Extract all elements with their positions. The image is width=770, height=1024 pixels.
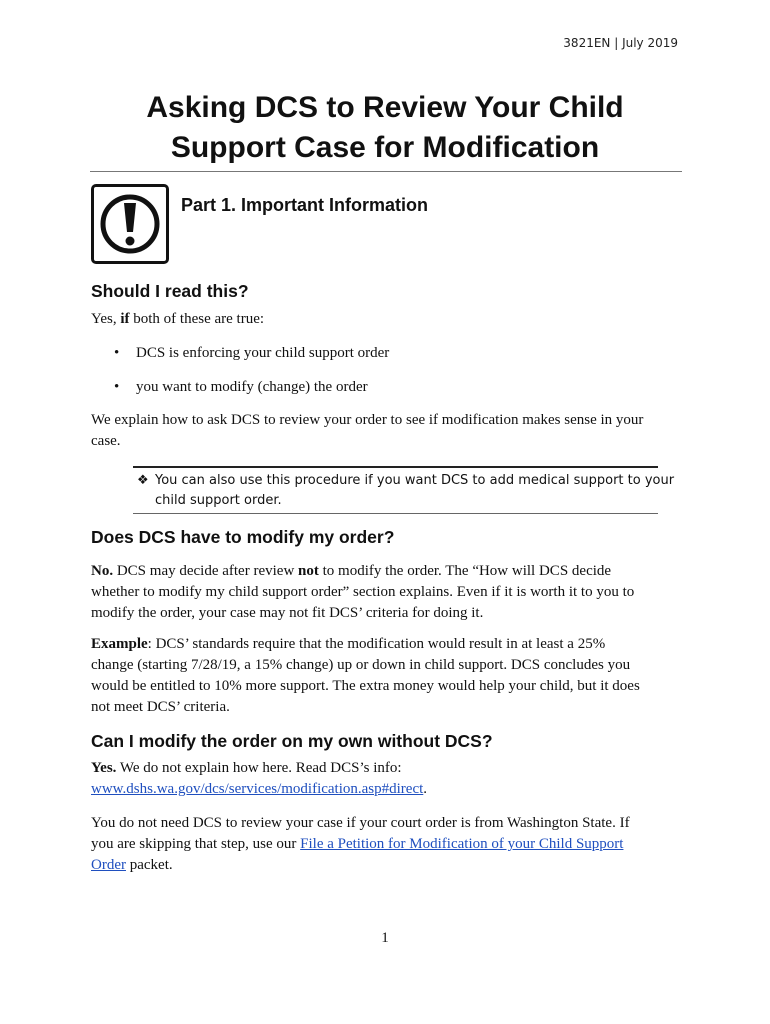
have-to-modify-paragraph: No. DCS may decide after review not to modify the order. The “How will DCS decide whether to modify my child support order” section explains. Even if it is worth it to you to modify the order, your case may not fit DCS’ criteria for doing it. — [91, 563, 635, 621]
bullet-icon: • — [114, 379, 120, 395]
page-title — [90, 88, 680, 168]
exclamation-icon — [94, 187, 166, 261]
page-number: 1 — [381, 930, 389, 946]
section-heading-should-read: Should I read this? — [91, 281, 249, 301]
title-divider — [90, 171, 682, 172]
title-line-2: Support Case for Modification — [170, 131, 600, 164]
example-paragraph: Example: DCS’ standards require that the modification would result in at least a 25% change (starting 7/28/19, a 15% change) up or down in child support. DCS concludes you would be entitled to 10% more support. The extra money would help your child, but it does not meet DCS’ criteria. — [91, 636, 640, 715]
warning-icon-box — [91, 184, 169, 264]
list-item: • DCS is enforcing your child support order — [114, 343, 389, 364]
section-heading-have-to-modify: Does DCS have to modify my order? — [91, 527, 395, 547]
part-heading: Part 1. Important Information — [181, 195, 429, 215]
bullet-icon: • — [114, 345, 120, 361]
title-line-1: Asking DCS to Review Your Child — [146, 91, 624, 124]
diamond-bullet-icon: ❖ — [137, 473, 149, 488]
no-review-paragraph: You do not need DCS to review your case if your court order is from Washington State. If you are skipping that step, use our File a Petition for Modification of your Child Support Order packet. — [91, 815, 630, 873]
dcs-modification-link[interactable]: www.dshs.wa.gov/dcs/services/modification.asp#direct — [91, 781, 424, 797]
should-read-explanation: We explain how to ask DCS to review your order to see if modification makes sense in your case. — [91, 412, 644, 449]
petition-packet-link[interactable]: File a Petition for Modification of your Child Support — [300, 836, 624, 852]
petition-packet-link-cont[interactable]: Order — [91, 857, 126, 873]
note-callout: ❖ You can also use this procedure if you want DCS to add medical support to your child support order. — [133, 466, 658, 514]
document-id: 3821EN | July 2019 — [563, 36, 678, 50]
own-paragraph: Yes. We do not explain how here. Read DCS’s info: www.dshs.wa.gov/dcs/services/modification.asp#direct. — [91, 760, 428, 797]
list-item: • you want to modify (change) the order — [114, 377, 368, 398]
should-read-intro: Yes, if both of these are true: — [91, 311, 265, 327]
section-heading-own: Can I modify the order on my own without DCS? — [91, 731, 493, 751]
